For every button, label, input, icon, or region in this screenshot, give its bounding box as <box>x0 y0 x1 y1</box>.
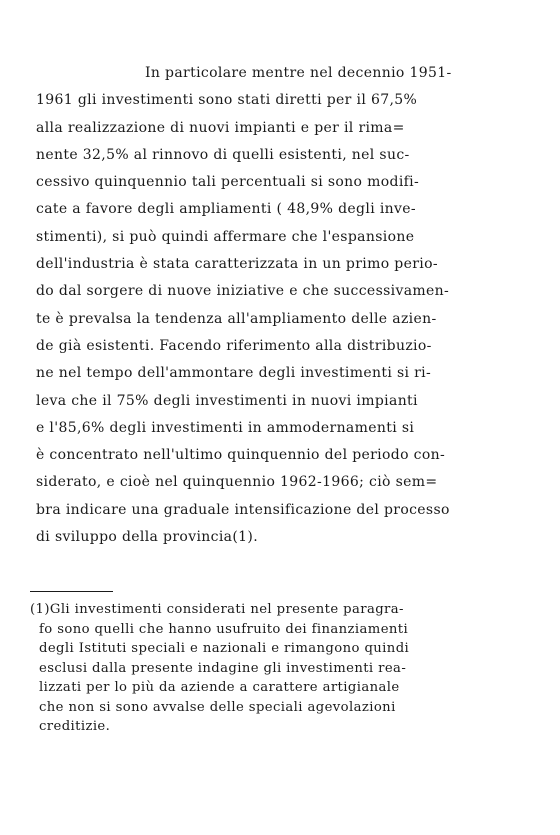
body-line: dell'industria è stata caratterizzata in un primo perio- <box>36 256 438 273</box>
body-line: alla realizzazione di nuovi impianti e per il rima= <box>36 119 405 136</box>
footnote-line: creditizie. <box>39 719 111 734</box>
body-line: cessivo quinquennio tali percentuali si sono modifi- <box>36 174 420 191</box>
footnote-separator <box>30 591 113 592</box>
footnote-line: (1)Gli investimenti considerati nel presente paragra- <box>30 602 404 617</box>
body-line: cate a favore degli ampliamenti ( 48,9% degli inve- <box>36 201 416 218</box>
footnote <box>30 600 540 737</box>
body-line: ne nel tempo dell'ammontare degli investimenti si ri- <box>36 365 432 382</box>
body-line: siderato, e cioè nel quinquennio 1962-1966; ciò sem= <box>36 474 438 491</box>
footnote-line: degli Istituti speciali e nazionali e rimangono quindi <box>39 641 410 656</box>
body-paragraph <box>36 60 536 551</box>
body-line: 1961 gli investimenti sono stati diretti per il 67,5% <box>36 92 418 109</box>
footnote-line: lizzati per lo più da aziende a carattere artigianale <box>39 680 400 695</box>
body-line: te è prevalsa la tendenza all'ampliamento delle azien- <box>36 310 437 327</box>
body-line: nente 32,5% al rinnovo di quelli esistenti, nel suc- <box>36 146 410 163</box>
body-line: bra indicare una graduale intensificazione del processo <box>36 501 450 518</box>
body-line: è concentrato nell'ultimo quinquennio del periodo con- <box>36 447 446 464</box>
body-line: stimenti), si può quindi affermare che l'espansione <box>36 228 415 245</box>
footnote-line: esclusi dalla presente indagine gli investimenti rea- <box>39 660 407 676</box>
footnote-line: fo sono quelli che hanno usufruito dei finanziamenti <box>39 621 409 637</box>
body-line: di sviluppo della provincia(1). <box>36 529 259 546</box>
body-line: do dal sorgere di nuove iniziative e che successivamen- <box>36 283 450 300</box>
body-line: e l'85,6% degli investimenti in ammodernamenti si <box>36 419 415 436</box>
body-line: In particolare mentre nel decennio 1951- <box>145 65 452 81</box>
body-line: leva che il 75% degli investimenti in nuovi impianti <box>36 392 418 409</box>
body-line: de già esistenti. Facendo riferimento alla distribuzio- <box>36 337 432 354</box>
footnote-line: che non si sono avvalse delle speciali agevolazioni <box>39 699 396 715</box>
